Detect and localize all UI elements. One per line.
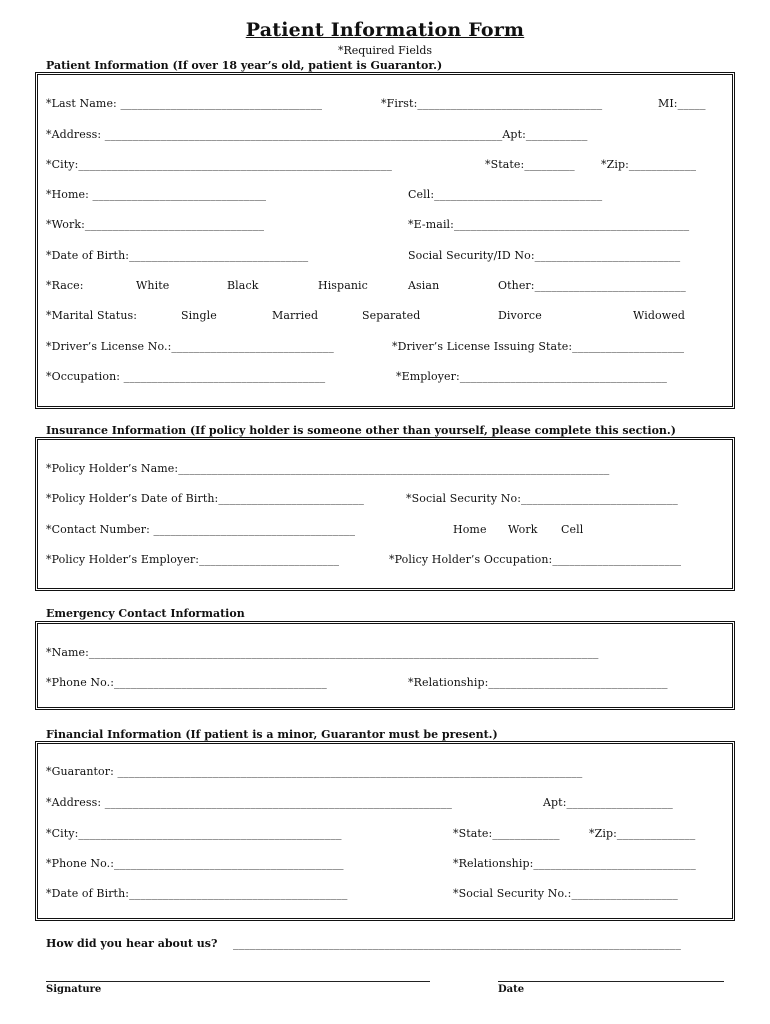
guarantor-field[interactable]: *Guarantor: ___________________________________________________________________________________ — [46, 765, 583, 778]
policy-holder-name-field[interactable]: *Policy Holder’s Name:_____________________________________________________________________________ — [46, 462, 610, 475]
form-title: Patient Information Form — [245, 19, 525, 41]
marital-option-widowed[interactable]: Widowed — [633, 309, 685, 322]
address-field[interactable]: *Address: _______________________________________________________________________Apt:___________ — [46, 128, 588, 141]
occupation-field[interactable]: *Occupation: ____________________________________ — [46, 370, 326, 383]
contact-type-work[interactable]: Work — [508, 523, 538, 536]
referral-question-label: How did you hear about us? — [46, 937, 218, 950]
race-option-black[interactable]: Black — [227, 279, 259, 292]
race-label: *Race: — [46, 279, 84, 292]
race-other-field[interactable]: Other:___________________________ — [498, 279, 686, 292]
race-option-hispanic[interactable]: Hispanic — [318, 279, 368, 292]
email-field[interactable]: *E-mail:__________________________________________ — [408, 218, 690, 231]
emergency-section-box — [35, 621, 735, 710]
financial-apt-field[interactable]: Apt:___________________ — [543, 796, 673, 809]
emergency-name-field[interactable]: *Name:___________________________________________________________________________________________ — [46, 646, 599, 659]
financial-dob-field[interactable]: *Date of Birth:_______________________________________ — [46, 887, 348, 900]
policy-holder-dob-field[interactable]: *Policy Holder’s Date of Birth:__________________________ — [46, 492, 364, 505]
financial-relationship-field[interactable]: *Relationship:_____________________________ — [453, 857, 696, 870]
financial-address-field[interactable]: *Address: ______________________________________________________________ — [46, 796, 452, 809]
patient-section-heading: Patient Information (If over 18 year’s old, patient is Guarantor.) — [46, 59, 443, 72]
financial-city-field[interactable]: *City:_______________________________________________ — [46, 827, 342, 840]
date-line[interactable] — [498, 981, 724, 982]
policy-holder-ssn-field[interactable]: *Social Security No:____________________________ — [406, 492, 678, 505]
financial-ssn-field[interactable]: *Social Security No.:___________________ — [453, 887, 678, 900]
date-of-birth-field[interactable]: *Date of Birth:________________________________ — [46, 249, 309, 262]
referral-answer-field[interactable]: ________________________________________________________________________________ — [233, 937, 681, 950]
signature-line[interactable] — [46, 981, 430, 982]
marital-option-married[interactable]: Married — [272, 309, 319, 322]
last-name-field[interactable]: *Last Name: ____________________________________ — [46, 97, 323, 110]
insurance-section-heading: Insurance Information (If policy holder is someone other than yourself, please complete this section.) — [46, 424, 676, 437]
race-option-asian[interactable]: Asian — [408, 279, 440, 292]
emergency-section-heading: Emergency Contact Information — [46, 607, 245, 620]
license-state-field[interactable]: *Driver’s License Issuing State:____________________ — [392, 340, 685, 353]
marital-option-separated[interactable]: Separated — [362, 309, 421, 322]
state-field[interactable]: *State:_________ — [485, 158, 575, 171]
work-phone-field[interactable]: *Work:________________________________ — [46, 218, 265, 231]
first-name-field[interactable]: *First:_________________________________ — [381, 97, 603, 110]
marital-status-label: *Marital Status: — [46, 309, 138, 322]
city-field[interactable]: *City:________________________________________________________ — [46, 158, 392, 171]
contact-number-field[interactable]: *Contact Number: ____________________________________ — [46, 523, 356, 536]
zip-field[interactable]: *Zip:____________ — [601, 158, 697, 171]
policy-holder-employer-field[interactable]: *Policy Holder’s Employer:_________________________ — [46, 553, 340, 566]
middle-initial-field[interactable]: MI:_____ — [658, 97, 706, 110]
cell-phone-field[interactable]: Cell:______________________________ — [408, 188, 603, 201]
contact-type-cell[interactable]: Cell — [561, 523, 584, 536]
marital-option-single[interactable]: Single — [181, 309, 217, 322]
race-option-white[interactable]: White — [136, 279, 170, 292]
financial-section-heading: Financial Information (If patient is a minor, Guarantor must be present.) — [46, 728, 498, 741]
patient-section-box — [35, 72, 735, 409]
required-fields-note: *Required Fields — [337, 44, 433, 57]
marital-option-divorce[interactable]: Divorce — [498, 309, 542, 322]
policy-holder-occupation-field[interactable]: *Policy Holder’s Occupation:_______________________ — [389, 553, 682, 566]
home-phone-field[interactable]: *Home: _______________________________ — [46, 188, 267, 201]
date-label: Date — [498, 984, 525, 995]
financial-state-field[interactable]: *State:____________ — [453, 827, 560, 840]
social-security-field[interactable]: Social Security/ID No:__________________________ — [408, 249, 681, 262]
signature-label: Signature — [46, 984, 102, 995]
emergency-relationship-field[interactable]: *Relationship:________________________________ — [408, 676, 668, 689]
financial-phone-field[interactable]: *Phone No.:_________________________________________ — [46, 857, 344, 870]
financial-zip-field[interactable]: *Zip:______________ — [589, 827, 696, 840]
contact-type-home[interactable]: Home — [453, 523, 487, 536]
insurance-section-box — [35, 437, 735, 591]
employer-field[interactable]: *Employer:_____________________________________ — [396, 370, 668, 383]
drivers-license-field[interactable]: *Driver’s License No.:_____________________________ — [46, 340, 334, 353]
emergency-phone-field[interactable]: *Phone No.:______________________________________ — [46, 676, 327, 689]
